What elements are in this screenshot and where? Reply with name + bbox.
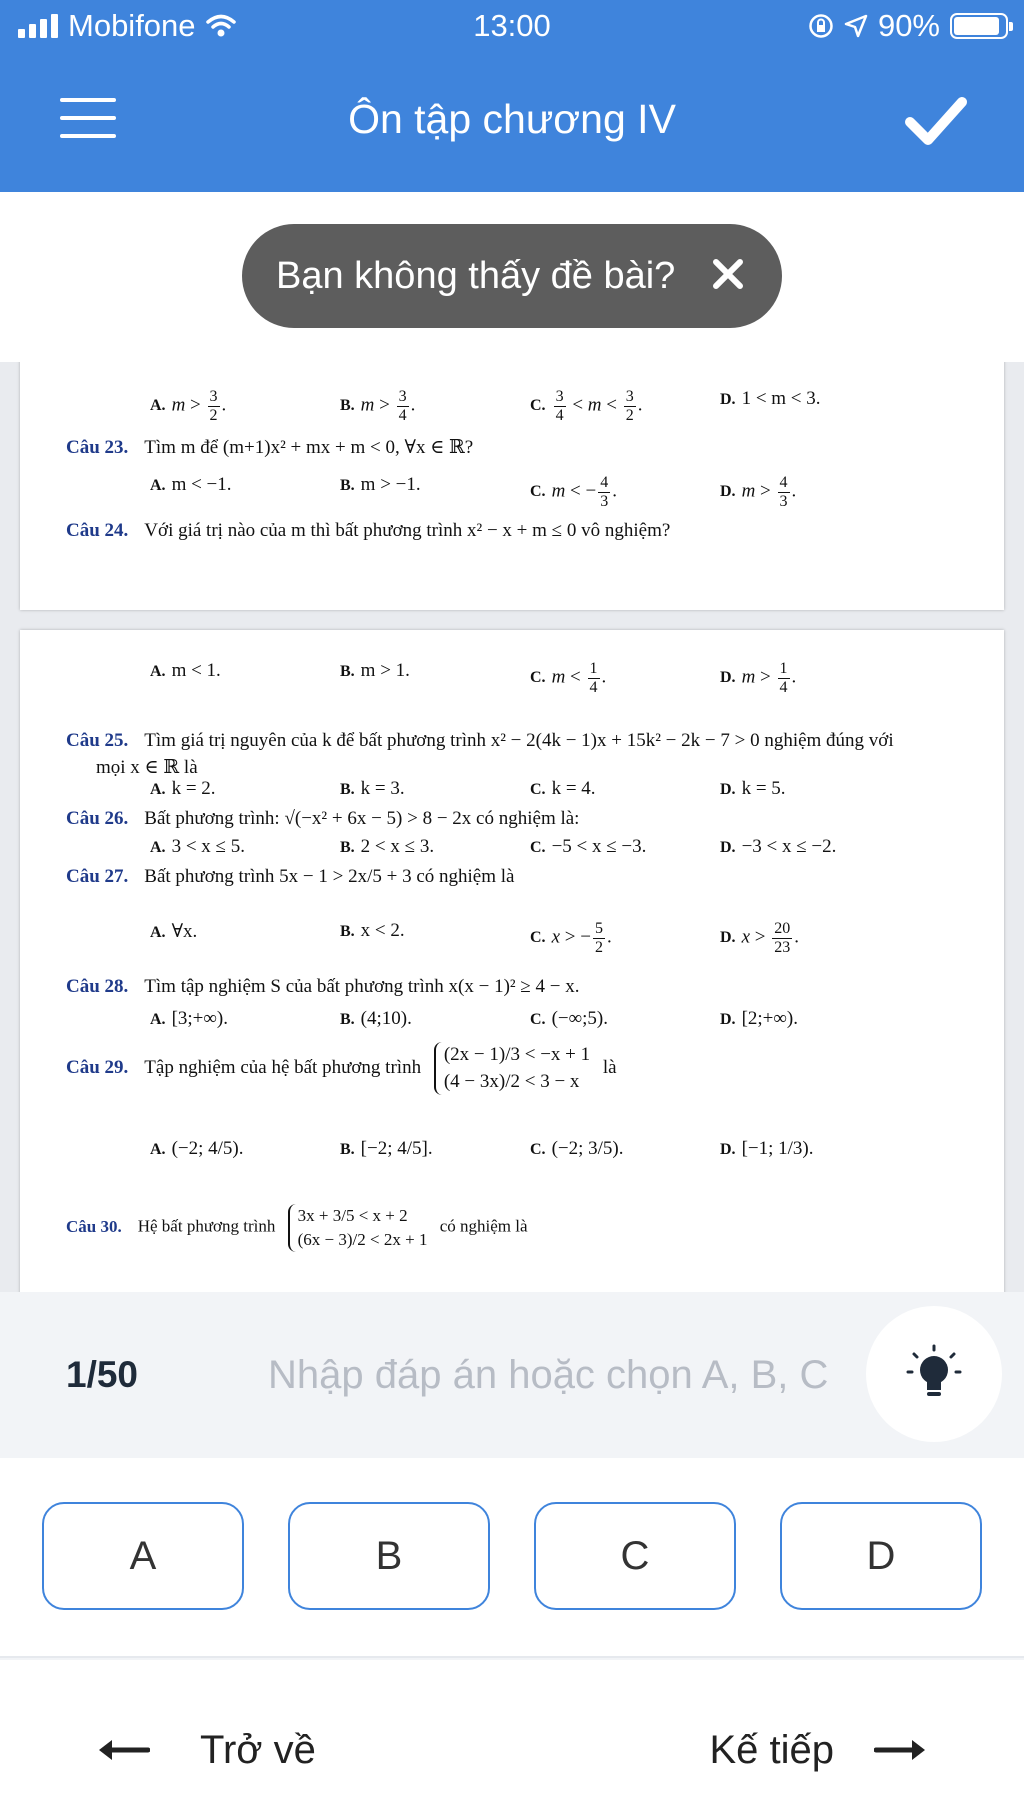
- back-button[interactable]: [96, 1720, 316, 1780]
- back-label: Trở về: [200, 1727, 316, 1772]
- missing-question-toast[interactable]: [242, 224, 782, 328]
- q26-option-d: D. −3 < x ≤ −2.: [720, 836, 837, 857]
- battery-percent: 90%: [877, 8, 940, 43]
- q22-option-a: A. m > $\frac{3}{2}$ .: [150, 388, 227, 424]
- q25-option-a: A. k = 2.: [150, 778, 216, 799]
- q28-option-a: A. [3;+∞).: [150, 1008, 229, 1029]
- question-25: Câu 25. Tìm giá trị nguyên của k để bất phương trình x² − 2(4k − 1)x + 15k² − 2k − 7 > 0 nghiệm đúng với: [66, 730, 894, 751]
- q27-option-b: B. x < 2.: [340, 920, 405, 941]
- q25-option-d: D. k = 5.: [720, 778, 786, 799]
- q28-option-b: B. (4;10).: [340, 1008, 412, 1029]
- q29-system: (2x − 1)/3 < −x + 1 (4 − 3x)/2 < 3 − x: [434, 1042, 590, 1095]
- exam-document-viewer[interactable]: [0, 362, 1024, 1292]
- q27-option-c: C. x > − $\frac{5}{2}$ .: [530, 920, 612, 956]
- answer-choices: [0, 1458, 1024, 1658]
- question-25-cont: mọi x ∈ ℝ là: [96, 757, 198, 778]
- status-bar: [0, 0, 1024, 52]
- q24-option-b: B. m > 1.: [340, 660, 410, 681]
- q29-option-a: A. (−2; 4/5).: [150, 1138, 244, 1159]
- q22-option-c: C. $\frac{3}{4}$ < m < $\frac{3}{2}$ .: [530, 388, 643, 424]
- question-26: Câu 26. Bất phương trình: √(−x² + 6x − 5) > 8 − 2x có nghiệm là:: [66, 808, 580, 829]
- q28-option-c: C. (−∞;5).: [530, 1008, 609, 1029]
- question-24: Câu 24. Với giá trị nào của m thì bất phương trình x² − x + m ≤ 0 vô nghiệm?: [66, 520, 671, 541]
- q28-option-d: D. [2;+∞).: [720, 1008, 799, 1029]
- answer-input[interactable]: [268, 1340, 848, 1410]
- q23-option-d: D. m > $\frac{4}{3}$ .: [720, 474, 797, 510]
- question-29: Câu 29. Tập nghiệm của hệ bất phương trình (2x − 1)/3 < −x + 1 (4 − 3x)/2 < 3 − x là: [66, 1042, 617, 1095]
- submit-check-button[interactable]: [904, 92, 968, 148]
- question-28: Câu 28. Tìm tập nghiệm S của bất phương trình x(x − 1)² ≥ 4 − x.: [66, 976, 580, 997]
- status-time: 13:00: [473, 8, 551, 43]
- choice-a-button[interactable]: A: [42, 1502, 244, 1610]
- choice-b-button[interactable]: B: [288, 1502, 490, 1610]
- question-counter: 1/50: [66, 1354, 139, 1395]
- choice-d-button[interactable]: D: [780, 1502, 982, 1610]
- next-button[interactable]: [709, 1720, 928, 1780]
- arrow-left-icon: [96, 1735, 150, 1765]
- top-bar: [0, 0, 1024, 192]
- hint-button[interactable]: [866, 1306, 1002, 1442]
- footer-nav: [0, 1660, 1024, 1820]
- q29-option-b: B. [−2; 4/5].: [340, 1138, 433, 1159]
- next-label: Kế tiếp: [709, 1727, 834, 1772]
- q27-option-a: A. ∀x.: [150, 921, 198, 942]
- q30-system: 3x + 3/5 < x + 2 (6x − 3)/2 < 2x + 1: [288, 1204, 428, 1252]
- q24-option-a: A. m < 1.: [150, 660, 221, 681]
- rotation-lock-icon: [808, 13, 834, 39]
- choice-c-button[interactable]: C: [534, 1502, 736, 1610]
- q23-option-b: B. m > −1.: [340, 474, 421, 495]
- toast-message: Bạn không thấy đề bài?: [276, 254, 676, 297]
- question-23: Câu 23. Tìm m để (m+1)x² + mx + m < 0, ∀x ∈ ℝ?: [66, 437, 474, 458]
- q29-option-c: C. (−2; 3/5).: [530, 1138, 624, 1159]
- q26-option-c: C. −5 < x ≤ −3.: [530, 836, 647, 857]
- q22-option-b: B. m > $\frac{3}{4}$ .: [340, 388, 416, 424]
- q24-option-d: D. m > $\frac{1}{4}$ .: [720, 660, 797, 696]
- q23-option-a: A. m < −1.: [150, 474, 232, 495]
- q24-option-c: C. m < $\frac{1}{4}$ .: [530, 660, 607, 696]
- close-toast-button[interactable]: [708, 254, 748, 294]
- question-30: Câu 30. Hệ bất phương trình 3x + 3/5 < x + 2 (6x − 3)/2 < 2x + 1 có nghiệm là: [66, 1204, 528, 1252]
- q26-option-a: A. 3 < x ≤ 5.: [150, 836, 245, 857]
- q26-option-b: B. 2 < x ≤ 3.: [340, 836, 435, 857]
- battery-icon: [950, 13, 1008, 39]
- nav-bar: [0, 72, 1024, 172]
- page-title: Ôn tập chương IV: [348, 96, 676, 142]
- q25-option-c: C. k = 4.: [530, 778, 596, 799]
- carrier-name: Mobifone: [68, 8, 196, 43]
- document-page-1: [20, 362, 1004, 610]
- location-icon: [844, 14, 868, 38]
- document-page-2: [20, 630, 1004, 1292]
- question-27: Câu 27. Bất phương trình 5x − 1 > 2x/5 + 3 có nghiệm là: [66, 866, 515, 887]
- q27-option-d: D. x > $\frac{20}{23}$ .: [720, 920, 799, 956]
- answer-bar: [0, 1292, 1024, 1458]
- q29-option-d: D. [−1; 1/3).: [720, 1138, 814, 1159]
- lightbulb-icon: [866, 1306, 1002, 1442]
- q25-option-b: B. k = 3.: [340, 778, 405, 799]
- arrow-right-icon: [874, 1735, 928, 1765]
- q22-option-d: D. 1 < m < 3.: [720, 388, 821, 409]
- q23-option-c: C. m < − $\frac{4}{3}$ .: [530, 474, 617, 510]
